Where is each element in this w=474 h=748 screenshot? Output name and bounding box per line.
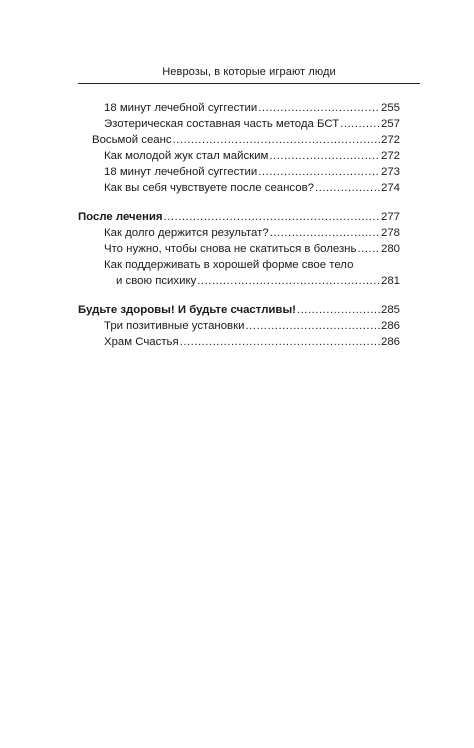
toc-entry-title: Как долго держится результат? <box>104 227 269 239</box>
toc-chapter-page: 277 <box>380 211 400 223</box>
dot-leader <box>258 164 380 180</box>
toc-entry-page: 286 <box>380 336 400 348</box>
dot-leader <box>164 209 380 225</box>
toc-entry-title: 18 минут лечебной суггестии <box>104 166 258 178</box>
dot-leader <box>245 318 380 334</box>
toc-entry-title: Восьмой сеанс <box>92 134 172 146</box>
dot-leader <box>258 100 380 116</box>
toc-entry-title: Как вы себя чувствуете после сеансов? <box>104 182 314 194</box>
dot-leader <box>340 116 380 132</box>
toc-entry <box>78 241 400 257</box>
toc-chapter <box>78 209 400 225</box>
toc-chapter-page: 285 <box>380 304 400 316</box>
dot-leader <box>297 302 380 318</box>
dot-leader <box>315 180 380 196</box>
toc-entry-title-line1: Как поддерживать в хорошей форме свое тело <box>104 259 354 271</box>
toc-entry-page: 280 <box>380 243 400 255</box>
toc-entry-title: 18 минут лечебной суггестии <box>104 102 258 114</box>
toc-entry <box>78 273 400 289</box>
dot-leader <box>197 273 380 289</box>
toc-entry-page: 272 <box>380 150 400 162</box>
dot-leader <box>357 241 380 257</box>
toc-entry <box>78 180 400 196</box>
toc-entry <box>78 100 400 116</box>
section-gap <box>78 289 400 302</box>
toc-entry-page: 272 <box>380 134 400 146</box>
table-of-contents <box>78 100 400 350</box>
toc-entry-title: Как молодой жук стал майским <box>104 150 269 162</box>
toc-entry-page: 281 <box>380 275 400 287</box>
toc-chapter-title: После лечения <box>78 211 163 223</box>
toc-entry-title: Что нужно, чтобы снова не скатиться в болезнь <box>104 243 357 255</box>
dot-leader <box>180 334 380 350</box>
running-head: Неврозы, в которые играют люди <box>162 66 336 78</box>
toc-entry-page: 257 <box>380 118 400 130</box>
toc-entry <box>78 116 400 132</box>
toc-chapter-title: Будьте здоровы! И будьте счастливы! <box>78 304 296 316</box>
header-rule <box>78 83 420 84</box>
toc-entry-title: Три позитивные установки <box>104 320 245 332</box>
toc-entry-page: 273 <box>380 166 400 178</box>
toc-entry <box>78 225 400 241</box>
toc-entry-page: 286 <box>380 320 400 332</box>
dot-leader <box>173 132 380 148</box>
toc-entry <box>78 148 400 164</box>
toc-entry-title: Эзотерическая составная часть метода БСТ <box>104 118 340 130</box>
toc-entry <box>78 318 400 334</box>
dot-leader <box>270 225 380 241</box>
toc-entry-page: 278 <box>380 227 400 239</box>
dot-leader <box>269 148 380 164</box>
section-gap <box>78 196 400 209</box>
toc-chapter <box>78 302 400 318</box>
toc-entry <box>78 164 400 180</box>
toc-entry <box>78 132 400 148</box>
toc-entry-title: Храм Счастья <box>104 336 179 348</box>
toc-entry-title-line2: и свою психику <box>116 275 197 287</box>
toc-entry-page: 255 <box>380 102 400 114</box>
toc-entry <box>78 334 400 350</box>
toc-entry-page: 274 <box>380 182 400 194</box>
